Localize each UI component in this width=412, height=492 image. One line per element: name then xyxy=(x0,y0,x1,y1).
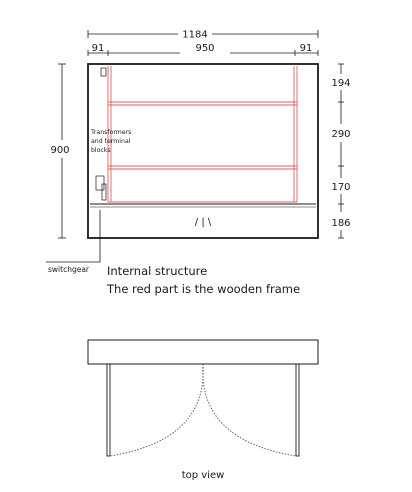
left-side-width-label: 91 xyxy=(91,43,105,54)
switchgear-label: switchgear xyxy=(48,265,89,274)
right-door-swing-arc xyxy=(203,364,296,456)
segment-width-dimension xyxy=(88,43,318,56)
right-side-width-label: 91 xyxy=(299,43,313,54)
transformers-label-line-2: and terminal xyxy=(91,138,131,145)
section-4-height-label: 186 xyxy=(331,218,351,229)
transformers-label-line-3: blocks xyxy=(91,147,111,154)
top-view-cabinet-body xyxy=(88,340,318,364)
wooden-frame xyxy=(108,66,297,202)
overall-height-label: 900 xyxy=(50,145,70,156)
section-3-height-label: 170 xyxy=(331,182,351,193)
transformer-block xyxy=(96,176,104,190)
top-view-drawing xyxy=(88,340,318,456)
section-2-height-label: 290 xyxy=(331,129,351,140)
top-switch-block xyxy=(101,68,106,76)
caption-internal-structure: Internal structure xyxy=(107,264,208,278)
section-1-height-label: 194 xyxy=(331,78,351,89)
switchgear-callout xyxy=(46,210,100,274)
right-door-panel xyxy=(296,364,299,456)
transformers-label-line-1: Transformers xyxy=(91,129,132,136)
middle-width-label: 950 xyxy=(195,43,215,54)
overall-height-dimension xyxy=(50,64,69,238)
left-door-panel xyxy=(107,364,110,456)
door-opening-glyph: / | \ xyxy=(194,217,212,228)
top-view-label: top view xyxy=(181,470,225,481)
overall-width-label: 1184 xyxy=(182,29,208,41)
section-height-dimensions xyxy=(331,64,350,238)
cabinet-outline xyxy=(88,64,318,238)
caption-wooden-frame: The red part is the wooden frame xyxy=(107,282,301,296)
cabinet-front-elevation xyxy=(88,64,318,238)
left-door-swing-arc xyxy=(110,364,203,456)
overall-width-dimension xyxy=(88,30,318,41)
